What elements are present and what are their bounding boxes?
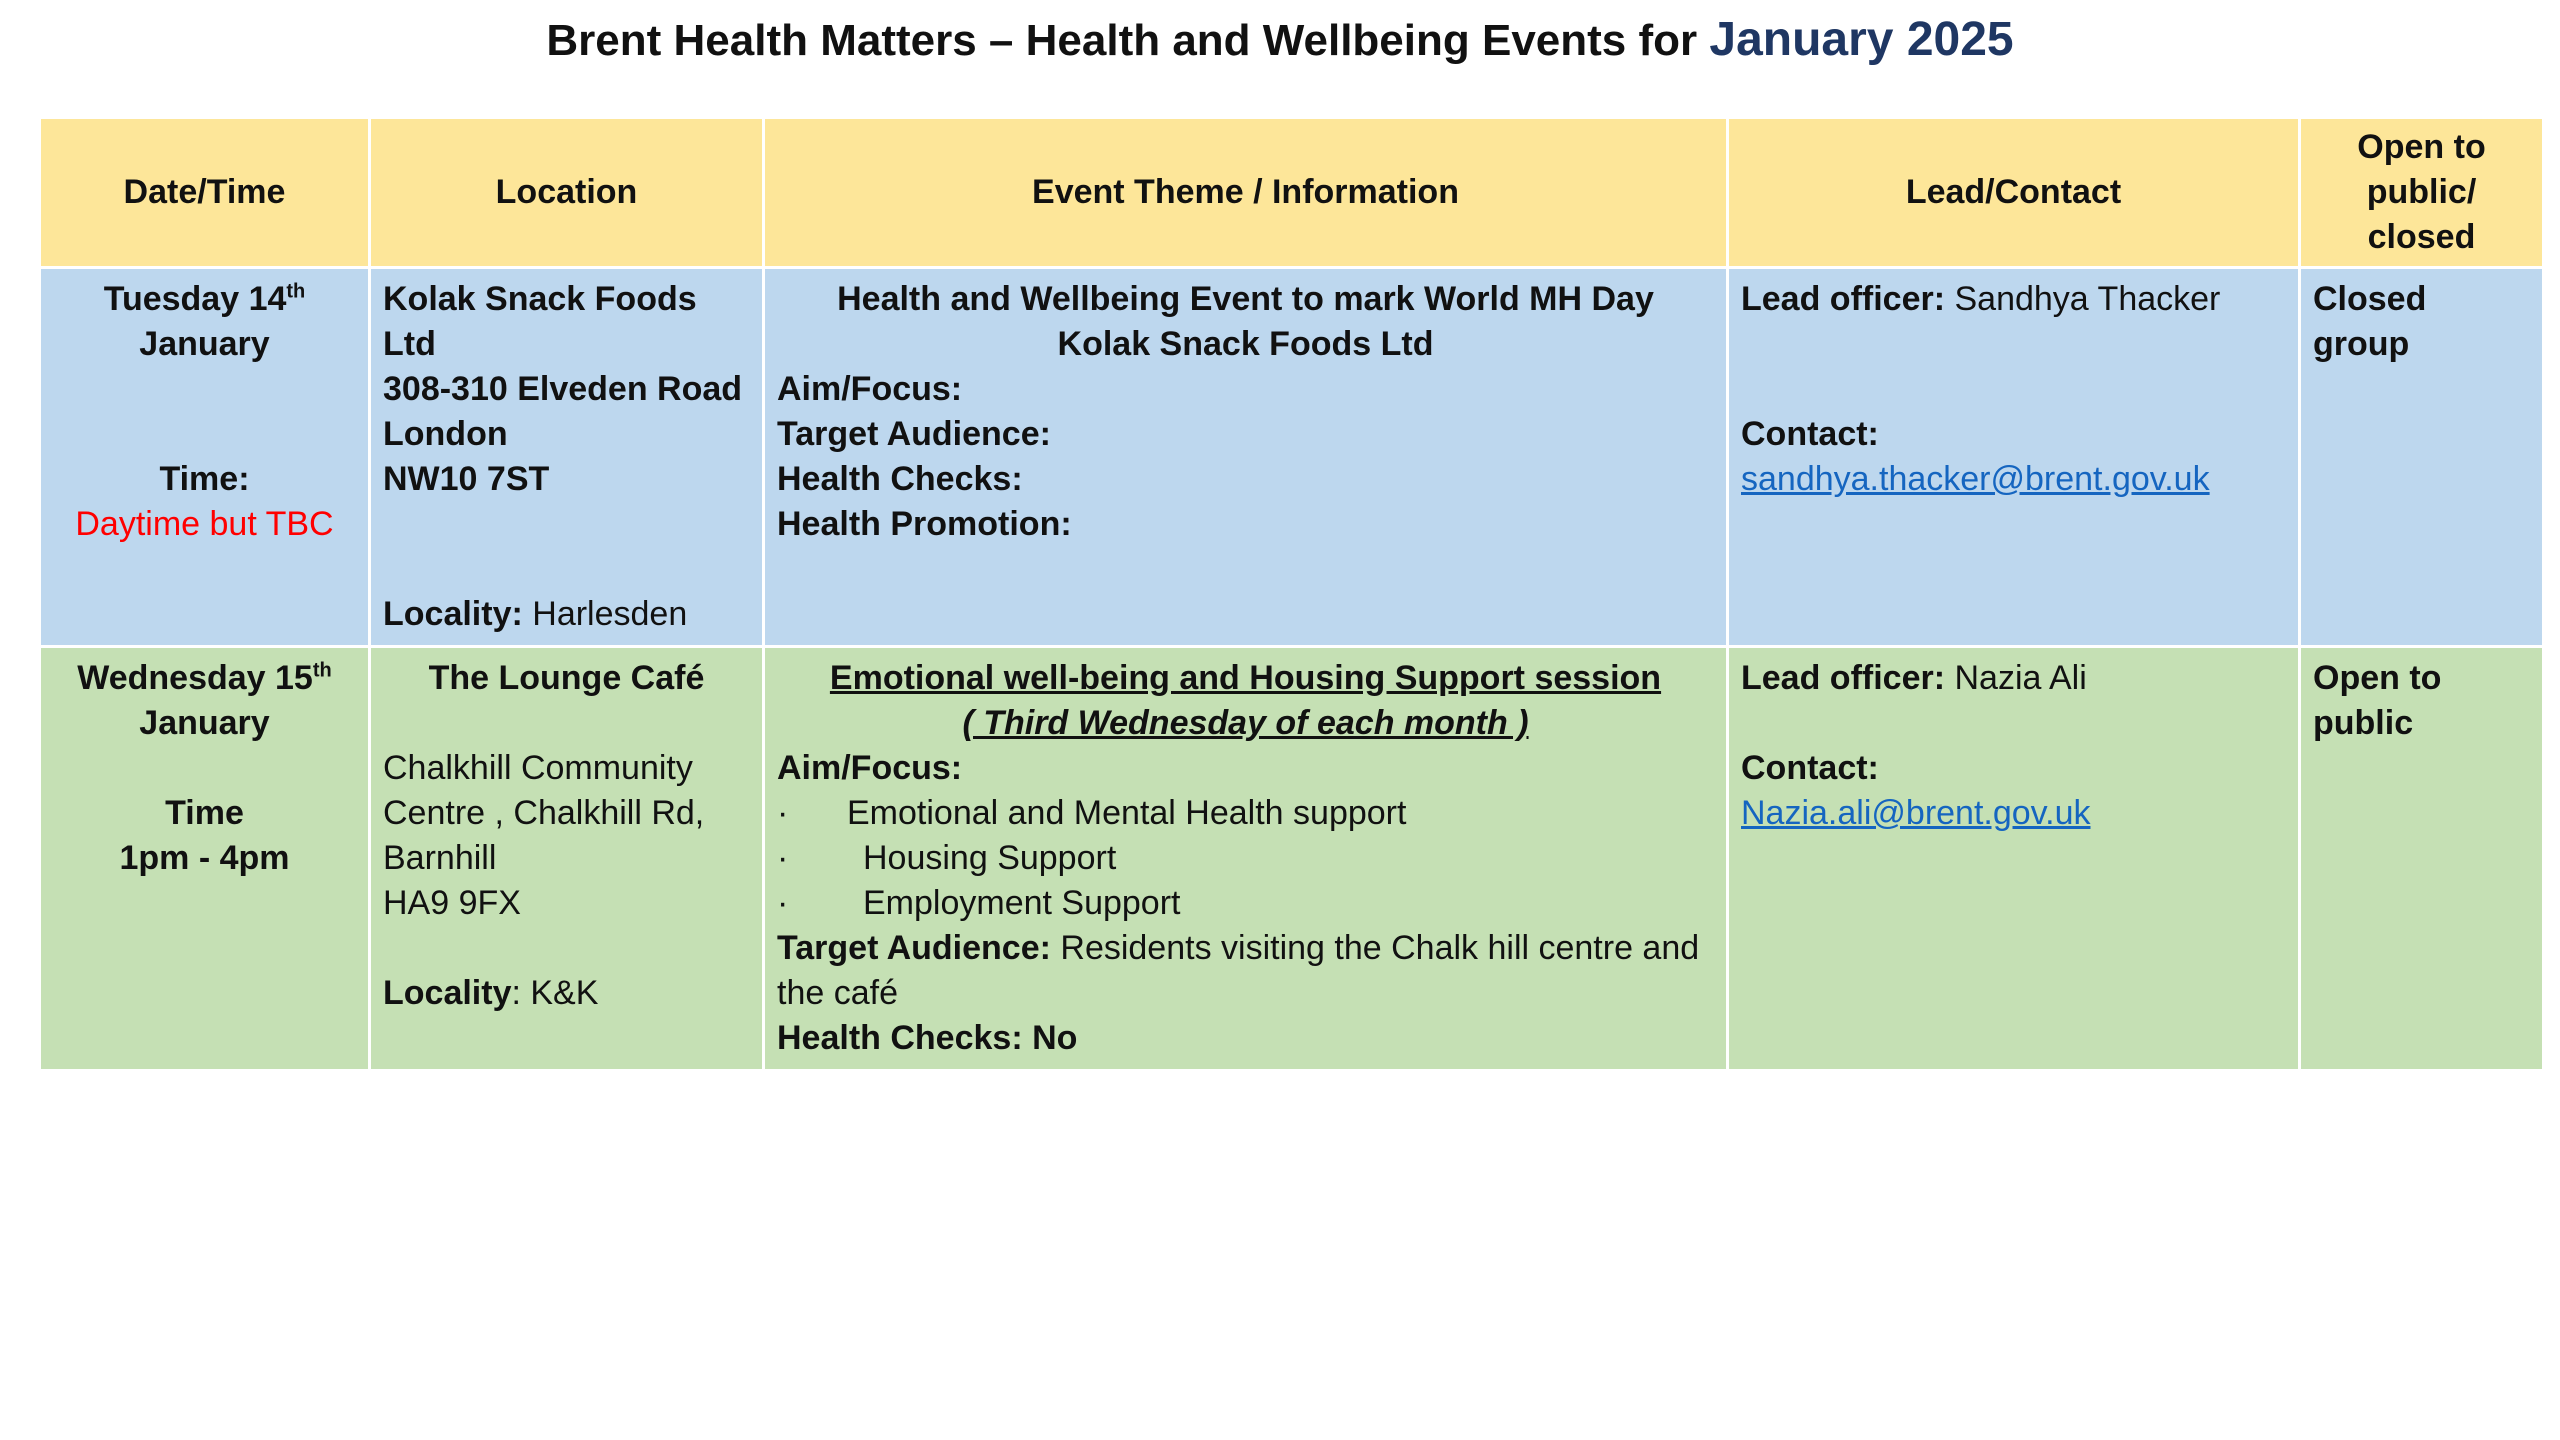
event-title: Emotional well-being and Housing Support session <box>829 659 1662 697</box>
page-title <box>0 8 2560 73</box>
address-line: Barnhill <box>383 839 497 877</box>
locality-value: : K&K <box>511 974 599 1012</box>
location-cell <box>370 647 764 1071</box>
lead-officer <box>1741 656 2286 701</box>
time-label: Time: <box>159 460 250 498</box>
address-line: HA9 9FX <box>383 884 521 922</box>
lead-label: Lead officer: <box>1741 280 1946 318</box>
time-label: Time <box>165 794 244 832</box>
header-event-theme: Event Theme / Information <box>764 118 1728 268</box>
lead-contact-cell <box>1728 268 2300 647</box>
header-open-status: Open to public/ closed <box>2300 118 2544 268</box>
locality-label: Locality: <box>383 595 523 633</box>
contact-label: Contact: <box>1741 749 1879 787</box>
header-row <box>40 118 2544 268</box>
event-month: January <box>139 325 270 363</box>
event-info-cell <box>764 647 1728 1071</box>
location-line: 308-310 Elveden Road <box>383 370 743 408</box>
location-line: London <box>383 415 508 453</box>
status-cell: Open to public <box>2300 647 2544 1071</box>
bullet-text: Employment Support <box>863 884 1181 922</box>
locality <box>383 971 750 1016</box>
bullet-text: Housing Support <box>863 839 1117 877</box>
locality <box>383 592 750 637</box>
time-value: Daytime but TBC <box>75 505 334 543</box>
location-line: NW10 7ST <box>383 460 550 498</box>
audience-value: Residents visiting the Chalk hill centre and the café <box>777 929 1700 1012</box>
event-subtitle: Kolak Snack Foods Ltd <box>1057 325 1434 363</box>
checks-label: Health Checks: <box>777 460 1023 498</box>
lead-value: Sandhya Thacker <box>1945 280 2221 318</box>
lead-label: Lead officer: <box>1741 659 1946 697</box>
lead-value: Nazia Ali <box>1945 659 2087 697</box>
audience-label: Target Audience: <box>777 929 1051 967</box>
event-info-cell <box>764 268 1728 647</box>
contact-label: Contact: <box>1741 415 1879 453</box>
title-prefix: Brent Health Matters – Health and Wellbeing Events for <box>546 16 1698 65</box>
location-line: Kolak Snack Foods Ltd <box>383 280 697 363</box>
bullet-text: Emotional and Mental Health support <box>847 794 1407 832</box>
table-row <box>40 647 2544 1071</box>
bullet-item <box>777 836 1714 881</box>
date-suffix: th <box>312 659 332 682</box>
event-month: January <box>139 704 270 742</box>
bullet-icon: · <box>777 839 789 877</box>
date-time-cell <box>40 647 370 1071</box>
bullet-icon: · <box>777 794 789 832</box>
audience-label: Target Audience: <box>777 415 1051 453</box>
header-location: Location <box>370 118 764 268</box>
contact-email-link[interactable]: Nazia.ali@brent.gov.uk <box>1741 794 2091 832</box>
bullet-item <box>777 881 1714 926</box>
event-date <box>53 656 356 701</box>
title-month: January 2025 <box>1709 13 2014 66</box>
aim-label: Aim/Focus: <box>777 749 963 787</box>
event-title: Health and Wellbeing Event to mark World MH Day <box>837 280 1654 318</box>
bullet-item <box>777 791 1714 836</box>
address-line: Centre , Chalkhill Rd, <box>383 794 705 832</box>
locality-value: Harlesden <box>522 595 688 633</box>
aim-label: Aim/Focus: <box>777 370 963 408</box>
location-cell <box>370 268 764 647</box>
date-day: Tuesday 14 <box>103 280 287 318</box>
event-date <box>53 277 356 322</box>
checks-label: Health Checks: No <box>777 1019 1078 1057</box>
lead-contact-cell <box>1728 647 2300 1071</box>
status-cell: Closed group <box>2300 268 2544 647</box>
locality-label: Locality <box>383 974 512 1012</box>
date-suffix: th <box>286 280 306 303</box>
bullet-icon: · <box>777 884 789 922</box>
events-table <box>38 116 2545 1072</box>
time-value: 1pm - 4pm <box>119 839 290 877</box>
date-time-cell <box>40 268 370 647</box>
address-line: Chalkhill Community <box>383 749 693 787</box>
header-lead-contact: Lead/Contact <box>1728 118 2300 268</box>
venue-name: The Lounge Café <box>428 659 705 697</box>
contact-email-link[interactable]: sandhya.thacker@brent.gov.uk <box>1741 460 2210 498</box>
date-day: Wednesday 15 <box>77 659 313 697</box>
header-date-time: Date/Time <box>40 118 370 268</box>
event-subtitle: ( Third Wednesday of each month ) <box>962 704 1529 742</box>
table-row <box>40 268 2544 647</box>
target-audience <box>777 926 1714 1016</box>
lead-officer <box>1741 277 2286 322</box>
promotion-label: Health Promotion: <box>777 505 1072 543</box>
